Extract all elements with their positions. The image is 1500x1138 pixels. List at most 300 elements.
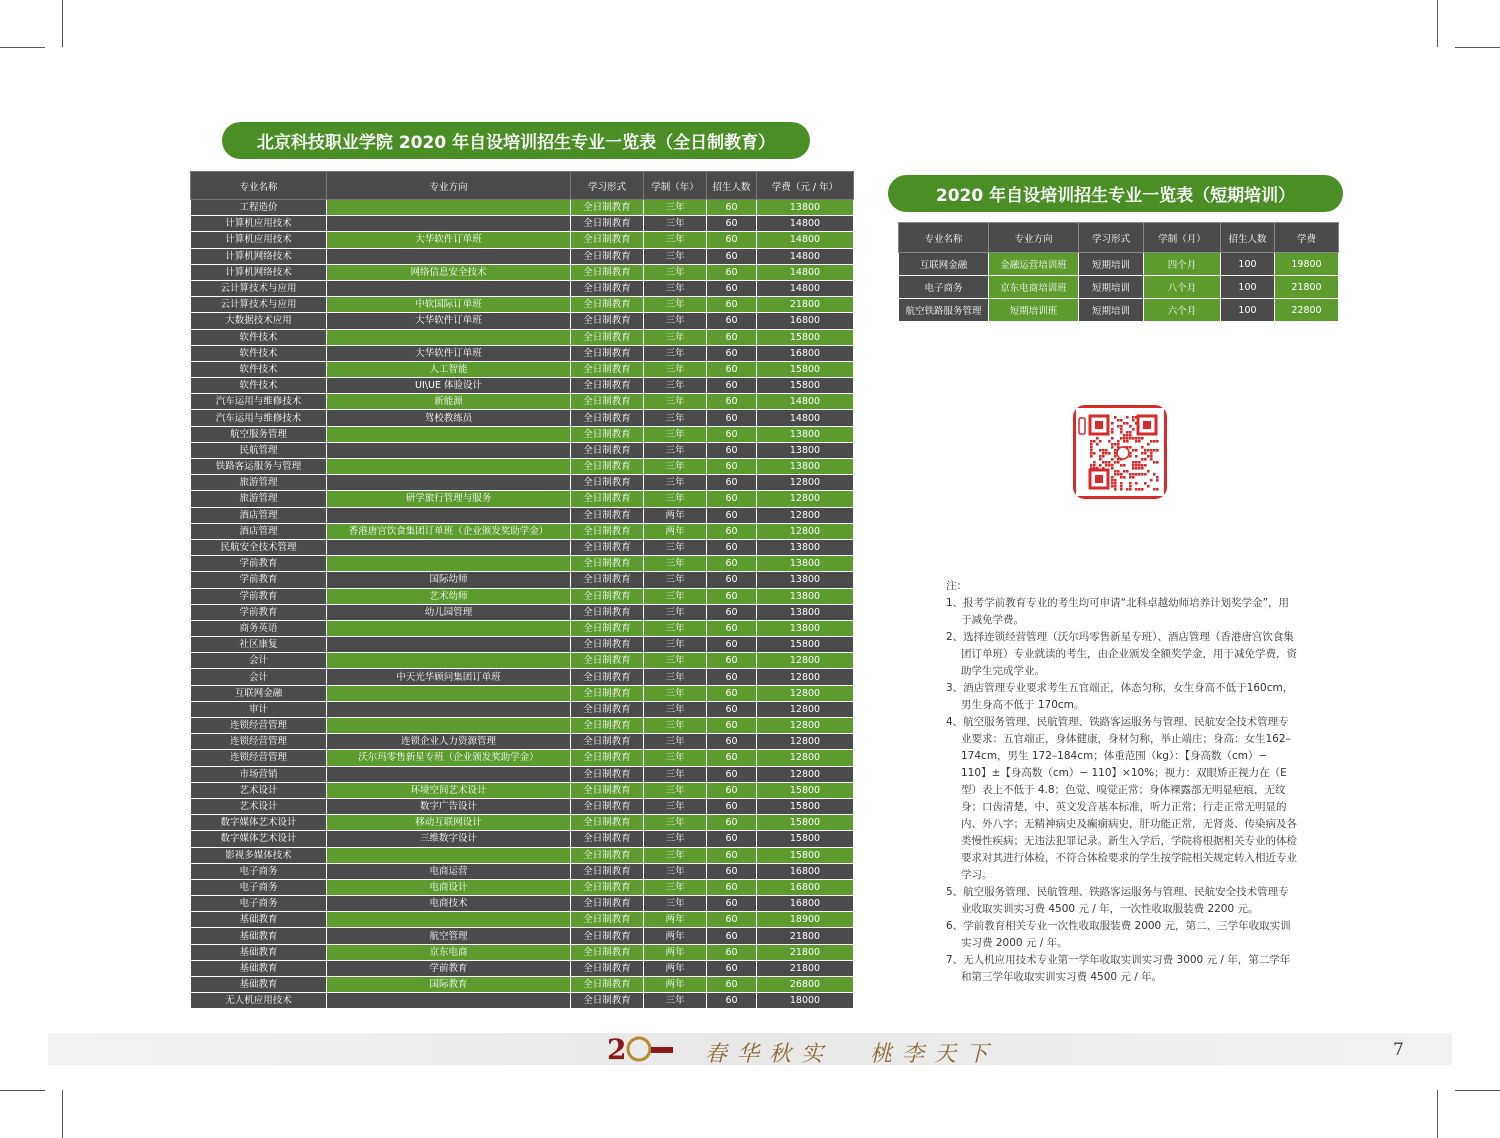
- column-header: 学制（月）: [1144, 223, 1221, 253]
- program-name-cell: 市场营销: [191, 766, 327, 782]
- direction-cell: 电商设计: [327, 879, 571, 895]
- tuition-cell: 12800: [757, 766, 854, 782]
- enrollment-cell: 60: [707, 248, 757, 264]
- enrollment-cell: 60: [707, 847, 757, 863]
- table-row: [191, 815, 854, 831]
- duration-cell: 两年: [644, 960, 707, 976]
- enrollment-cell: 60: [707, 459, 757, 475]
- duration-cell: 三年: [644, 669, 707, 685]
- direction-cell: [327, 442, 571, 458]
- crop-mark: [1455, 1090, 1500, 1091]
- table-row: [191, 442, 854, 458]
- tuition-cell: 15800: [757, 378, 854, 394]
- direction-cell: [327, 507, 571, 523]
- direction-cell: 京东电商培训班: [989, 276, 1079, 299]
- duration-cell: 六个月: [1144, 299, 1221, 322]
- enrollment-cell: 60: [707, 879, 757, 895]
- duration-cell: 三年: [644, 718, 707, 734]
- enrollment-cell: 60: [707, 410, 757, 426]
- enrollment-cell: 60: [707, 960, 757, 976]
- study-mode-cell: 全日制教育: [571, 831, 644, 847]
- study-mode-cell: 全日制教育: [571, 361, 644, 377]
- study-mode-cell: 全日制教育: [571, 394, 644, 410]
- tuition-cell: 18000: [757, 993, 854, 1009]
- study-mode-cell: 全日制教育: [571, 734, 644, 750]
- direction-cell: 国际教育: [327, 977, 571, 993]
- tuition-cell: 15800: [757, 329, 854, 345]
- enrollment-cell: 60: [707, 993, 757, 1009]
- study-mode-cell: 全日制教育: [571, 345, 644, 361]
- table-row: [191, 491, 854, 507]
- duration-cell: 三年: [644, 539, 707, 555]
- column-header: 招生人数: [707, 172, 757, 200]
- duration-cell: 两年: [644, 912, 707, 928]
- tuition-cell: 13800: [757, 539, 854, 555]
- crop-mark: [62, 0, 63, 47]
- column-header: 招生人数: [1221, 223, 1275, 253]
- direction-cell: 电商技术: [327, 896, 571, 912]
- direction-cell: 国际幼师: [327, 572, 571, 588]
- program-name-cell: 数字媒体艺术设计: [191, 815, 327, 831]
- enrollment-cell: 100: [1221, 253, 1275, 276]
- direction-cell: 幼儿园管理: [327, 604, 571, 620]
- enrollment-cell: 60: [707, 863, 757, 879]
- enrollment-cell: 60: [707, 523, 757, 539]
- program-name-cell: 无人机应用技术: [191, 993, 327, 1009]
- study-mode-cell: 短期培训: [1079, 276, 1144, 299]
- table-row: [191, 539, 854, 555]
- enrollment-cell: 60: [707, 766, 757, 782]
- table-row: [191, 637, 854, 653]
- program-name-cell: 工程造价: [191, 200, 327, 216]
- crop-mark: [62, 1090, 63, 1138]
- direction-cell: [327, 539, 571, 555]
- enrollment-cell: 60: [707, 701, 757, 717]
- tuition-cell: 14800: [757, 232, 854, 248]
- direction-cell: [327, 847, 571, 863]
- study-mode-cell: 全日制教育: [571, 944, 644, 960]
- tuition-cell: 15800: [757, 361, 854, 377]
- crop-mark: [1437, 0, 1438, 47]
- study-mode-cell: 全日制教育: [571, 815, 644, 831]
- program-name-cell: 学前教育: [191, 572, 327, 588]
- tuition-cell: 21800: [1275, 276, 1339, 299]
- program-name-cell: 汽车运用与维修技术: [191, 394, 327, 410]
- direction-cell: [327, 475, 571, 491]
- tuition-cell: 18900: [757, 912, 854, 928]
- table-row: [191, 572, 854, 588]
- direction-cell: 沃尔玛零售新星专班（企业颁发奖助学金）: [327, 750, 571, 766]
- tuition-cell: 15800: [757, 815, 854, 831]
- study-mode-cell: 全日制教育: [571, 264, 644, 280]
- tuition-cell: 14800: [757, 216, 854, 232]
- duration-cell: 三年: [644, 750, 707, 766]
- enrollment-cell: 60: [707, 345, 757, 361]
- program-name-cell: 连锁经营管理: [191, 734, 327, 750]
- tuition-cell: 21800: [757, 928, 854, 944]
- direction-cell: [327, 912, 571, 928]
- study-mode-cell: 全日制教育: [571, 329, 644, 345]
- study-mode-cell: 全日制教育: [571, 766, 644, 782]
- study-mode-cell: 全日制教育: [571, 378, 644, 394]
- table-row: [191, 232, 854, 248]
- direction-cell: [327, 653, 571, 669]
- direction-cell: [327, 718, 571, 734]
- direction-cell: 网络信息安全技术: [327, 264, 571, 280]
- program-name-cell: 软件技术: [191, 361, 327, 377]
- duration-cell: 三年: [644, 313, 707, 329]
- tuition-cell: 12800: [757, 734, 854, 750]
- slogan-left: 春华秋实: [705, 1042, 834, 1067]
- direction-cell: 艺术幼师: [327, 588, 571, 604]
- program-name-cell: 艺术设计: [191, 798, 327, 814]
- duration-cell: 三年: [644, 442, 707, 458]
- table-row: [191, 831, 854, 847]
- duration-cell: 三年: [644, 993, 707, 1009]
- study-mode-cell: 全日制教育: [571, 847, 644, 863]
- enrollment-cell: 60: [707, 750, 757, 766]
- duration-cell: 三年: [644, 345, 707, 361]
- program-name-cell: 旅游管理: [191, 475, 327, 491]
- study-mode-cell: 短期培训: [1079, 299, 1144, 322]
- direction-cell: 金融运营培训班: [989, 253, 1079, 276]
- direction-cell: [327, 248, 571, 264]
- column-header: 专业名称: [899, 223, 989, 253]
- duration-cell: 三年: [644, 847, 707, 863]
- study-mode-cell: 全日制教育: [571, 912, 644, 928]
- program-name-cell: 电子商务: [899, 276, 989, 299]
- program-name-cell: 旅游管理: [191, 491, 327, 507]
- direction-cell: [327, 459, 571, 475]
- short-table-title: 2020 年自设培训招生专业一览表（短期培训）: [888, 175, 1343, 212]
- tuition-cell: 13800: [757, 426, 854, 442]
- table-row: [191, 766, 854, 782]
- tuition-cell: 22800: [1275, 299, 1339, 322]
- enrollment-cell: 60: [707, 297, 757, 313]
- program-name-cell: 计算机应用技术: [191, 232, 327, 248]
- tuition-cell: 15800: [757, 637, 854, 653]
- study-mode-cell: 全日制教育: [571, 410, 644, 426]
- table-row: [191, 426, 854, 442]
- program-name-cell: 艺术设计: [191, 782, 327, 798]
- tuition-cell: 12800: [757, 669, 854, 685]
- duration-cell: 三年: [644, 701, 707, 717]
- program-name-cell: 基础教育: [191, 960, 327, 976]
- table-row: [191, 248, 854, 264]
- direction-cell: 连锁企业人力资源管理: [327, 734, 571, 750]
- column-header: 学习形式: [571, 172, 644, 200]
- tuition-cell: 12800: [757, 491, 854, 507]
- duration-cell: 三年: [644, 815, 707, 831]
- direction-cell: 人工智能: [327, 361, 571, 377]
- table-row: [191, 200, 854, 216]
- direction-cell: [327, 993, 571, 1009]
- direction-cell: 航空管理: [327, 928, 571, 944]
- table-row: [191, 394, 854, 410]
- table-row: [191, 556, 854, 572]
- table-row: [191, 669, 854, 685]
- study-mode-cell: 全日制教育: [571, 572, 644, 588]
- duration-cell: 两年: [644, 944, 707, 960]
- table-row: [191, 459, 854, 475]
- table-row: [899, 299, 1339, 322]
- duration-cell: 两年: [644, 507, 707, 523]
- anniversary-20-logo: [605, 1035, 677, 1067]
- direction-cell: UI\UE 体验设计: [327, 378, 571, 394]
- tuition-cell: 12800: [757, 523, 854, 539]
- enrollment-cell: 60: [707, 539, 757, 555]
- enrollment-cell: 60: [707, 329, 757, 345]
- study-mode-cell: 全日制教育: [571, 960, 644, 976]
- enrollment-cell: 60: [707, 637, 757, 653]
- short-term-programs-table: [898, 222, 1339, 322]
- enrollment-cell: 60: [707, 491, 757, 507]
- table-row: [191, 507, 854, 523]
- tuition-cell: 21800: [757, 944, 854, 960]
- duration-cell: 三年: [644, 620, 707, 636]
- column-header: 学制（年）: [644, 172, 707, 200]
- enrollment-cell: 60: [707, 378, 757, 394]
- notes-title: 注：: [946, 580, 967, 592]
- direction-cell: [327, 685, 571, 701]
- crop-mark: [1437, 1090, 1438, 1138]
- table-row: [191, 378, 854, 394]
- table-row: [191, 523, 854, 539]
- study-mode-cell: 全日制教育: [571, 539, 644, 555]
- direction-cell: [327, 701, 571, 717]
- enrollment-cell: 60: [707, 216, 757, 232]
- study-mode-cell: 全日制教育: [571, 669, 644, 685]
- duration-cell: 四个月: [1144, 253, 1221, 276]
- tuition-cell: 15800: [757, 782, 854, 798]
- direction-cell: [327, 766, 571, 782]
- study-mode-cell: 短期培训: [1079, 253, 1144, 276]
- duration-cell: 三年: [644, 798, 707, 814]
- study-mode-cell: 全日制教育: [571, 653, 644, 669]
- tuition-cell: 14800: [757, 280, 854, 296]
- tuition-cell: 15800: [757, 831, 854, 847]
- duration-cell: 三年: [644, 734, 707, 750]
- table-body: [191, 200, 854, 1009]
- study-mode-cell: 全日制教育: [571, 313, 644, 329]
- direction-cell: 短期培训班: [989, 299, 1079, 322]
- tuition-cell: 15800: [757, 798, 854, 814]
- duration-cell: 两年: [644, 928, 707, 944]
- enrollment-cell: 60: [707, 669, 757, 685]
- program-name-cell: 酒店管理: [191, 523, 327, 539]
- enrollment-cell: 60: [707, 556, 757, 572]
- study-mode-cell: 全日制教育: [571, 798, 644, 814]
- duration-cell: 三年: [644, 297, 707, 313]
- study-mode-cell: 全日制教育: [571, 200, 644, 216]
- duration-cell: 三年: [644, 232, 707, 248]
- duration-cell: 两年: [644, 523, 707, 539]
- study-mode-cell: 全日制教育: [571, 863, 644, 879]
- table-header-row: [191, 172, 854, 200]
- duration-cell: 三年: [644, 248, 707, 264]
- program-name-cell: 软件技术: [191, 378, 327, 394]
- program-name-cell: 计算机网络技术: [191, 264, 327, 280]
- program-name-cell: 基础教育: [191, 944, 327, 960]
- program-name-cell: 学前教育: [191, 604, 327, 620]
- study-mode-cell: 全日制教育: [571, 604, 644, 620]
- direction-cell: 中天光华顾问集团订单班: [327, 669, 571, 685]
- enrollment-cell: 60: [707, 944, 757, 960]
- table-row: [191, 216, 854, 232]
- duration-cell: 三年: [644, 410, 707, 426]
- enrollment-cell: 60: [707, 588, 757, 604]
- study-mode-cell: 全日制教育: [571, 280, 644, 296]
- column-header: 学费: [1275, 223, 1339, 253]
- program-name-cell: 学前教育: [191, 588, 327, 604]
- crop-mark: [0, 1090, 45, 1091]
- program-name-cell: 酒店管理: [191, 507, 327, 523]
- study-mode-cell: 全日制教育: [571, 232, 644, 248]
- column-header: 专业方向: [989, 223, 1079, 253]
- program-name-cell: 互联网金融: [191, 685, 327, 701]
- slogan-right: 桃李天下: [870, 1042, 999, 1067]
- crop-mark: [0, 47, 45, 48]
- study-mode-cell: 全日制教育: [571, 588, 644, 604]
- table-row: [191, 977, 854, 993]
- enrollment-cell: 60: [707, 798, 757, 814]
- study-mode-cell: 全日制教育: [571, 523, 644, 539]
- table-row: [191, 960, 854, 976]
- direction-cell: 中软国际订单班: [327, 297, 571, 313]
- enrollment-cell: 60: [707, 718, 757, 734]
- notes-section: [946, 578, 1298, 986]
- study-mode-cell: 全日制教育: [571, 459, 644, 475]
- direction-cell: [327, 426, 571, 442]
- study-mode-cell: 全日制教育: [571, 637, 644, 653]
- duration-cell: 三年: [644, 831, 707, 847]
- tuition-cell: 16800: [757, 345, 854, 361]
- duration-cell: 三年: [644, 685, 707, 701]
- note-item: 7、无人机应用技术专业第一学年收取实训实习费 3000 元 / 年，第二学年和第三学年收取实训实习费 4500 元 / 年。: [946, 954, 1291, 983]
- program-name-cell: 软件技术: [191, 329, 327, 345]
- duration-cell: 三年: [644, 200, 707, 216]
- enrollment-cell: 60: [707, 782, 757, 798]
- table-row: [899, 276, 1339, 299]
- study-mode-cell: 全日制教育: [571, 928, 644, 944]
- tuition-cell: 13800: [757, 572, 854, 588]
- tuition-cell: 16800: [757, 879, 854, 895]
- direction-cell: 京东电商: [327, 944, 571, 960]
- study-mode-cell: 全日制教育: [571, 879, 644, 895]
- enrollment-cell: 60: [707, 280, 757, 296]
- enrollment-cell: 60: [707, 831, 757, 847]
- enrollment-cell: 60: [707, 653, 757, 669]
- program-name-cell: 商务英语: [191, 620, 327, 636]
- enrollment-cell: 60: [707, 264, 757, 280]
- column-header: 学费（元 / 年）: [757, 172, 854, 200]
- enrollment-cell: 60: [707, 232, 757, 248]
- table-row: [191, 750, 854, 766]
- notes-list: [946, 595, 1298, 986]
- tuition-cell: 15800: [757, 847, 854, 863]
- duration-cell: 三年: [644, 394, 707, 410]
- note-item: 6、学前教育相关专业一次性收取服装费 2000 元，第二、三学年收取实训实习费 2000 元 / 年。: [946, 920, 1291, 949]
- program-name-cell: 电子商务: [191, 896, 327, 912]
- direction-cell: [327, 556, 571, 572]
- tuition-cell: 12800: [757, 475, 854, 491]
- column-header: 学习形式: [1079, 223, 1144, 253]
- program-name-cell: 基础教育: [191, 928, 327, 944]
- table-row: [191, 297, 854, 313]
- program-name-cell: 计算机网络技术: [191, 248, 327, 264]
- enrollment-cell: 100: [1221, 276, 1275, 299]
- study-mode-cell: 全日制教育: [571, 685, 644, 701]
- program-name-cell: 学前教育: [191, 556, 327, 572]
- full-time-programs-table: [190, 171, 854, 1009]
- duration-cell: 两年: [644, 977, 707, 993]
- duration-cell: 三年: [644, 653, 707, 669]
- tuition-cell: 13800: [757, 459, 854, 475]
- study-mode-cell: 全日制教育: [571, 507, 644, 523]
- column-header: 专业方向: [327, 172, 571, 200]
- program-name-cell: 电子商务: [191, 879, 327, 895]
- table-header-row: [899, 223, 1339, 253]
- study-mode-cell: 全日制教育: [571, 426, 644, 442]
- qr-code-icon: [1073, 405, 1167, 499]
- direction-cell: [327, 280, 571, 296]
- tuition-cell: 26800: [757, 977, 854, 993]
- direction-cell: 大华软件订单班: [327, 313, 571, 329]
- duration-cell: 三年: [644, 766, 707, 782]
- page-number: 7: [1393, 1040, 1404, 1060]
- tuition-cell: 14800: [757, 264, 854, 280]
- tuition-cell: 13800: [757, 200, 854, 216]
- program-name-cell: 航空服务管理: [191, 426, 327, 442]
- tuition-cell: 21800: [757, 297, 854, 313]
- tuition-cell: 12800: [757, 653, 854, 669]
- enrollment-cell: 60: [707, 620, 757, 636]
- study-mode-cell: 全日制教育: [571, 718, 644, 734]
- tuition-cell: 12800: [757, 701, 854, 717]
- enrollment-cell: 60: [707, 507, 757, 523]
- enrollment-cell: 60: [707, 928, 757, 944]
- study-mode-cell: 全日制教育: [571, 977, 644, 993]
- enrollment-cell: 60: [707, 361, 757, 377]
- study-mode-cell: 全日制教育: [571, 896, 644, 912]
- enrollment-cell: 60: [707, 442, 757, 458]
- table-row: [191, 361, 854, 377]
- study-mode-cell: 全日制教育: [571, 248, 644, 264]
- direction-cell: 驾校教练员: [327, 410, 571, 426]
- crop-mark: [1455, 47, 1500, 48]
- duration-cell: 三年: [644, 426, 707, 442]
- study-mode-cell: 全日制教育: [571, 993, 644, 1009]
- tuition-cell: 13800: [757, 588, 854, 604]
- table-row: [191, 329, 854, 345]
- study-mode-cell: 全日制教育: [571, 216, 644, 232]
- main-table-title: 北京科技职业学院 2020 年自设培训招生专业一览表（全日制教育）: [222, 122, 810, 159]
- study-mode-cell: 全日制教育: [571, 701, 644, 717]
- program-name-cell: 云计算技术与应用: [191, 297, 327, 313]
- tuition-cell: 16800: [757, 896, 854, 912]
- program-name-cell: 铁路客运服务与管理: [191, 459, 327, 475]
- duration-cell: 三年: [644, 264, 707, 280]
- table-body: [899, 253, 1339, 322]
- table-row: [191, 782, 854, 798]
- table-row: [191, 345, 854, 361]
- direction-cell: [327, 620, 571, 636]
- table-row: [191, 280, 854, 296]
- table-row: [191, 993, 854, 1009]
- enrollment-cell: 60: [707, 475, 757, 491]
- note-item: 3、酒店管理专业要求考生五官端正，体态匀称，女生身高不低于160cm，男生身高不低于 170cm。: [946, 682, 1294, 711]
- duration-cell: 八个月: [1144, 276, 1221, 299]
